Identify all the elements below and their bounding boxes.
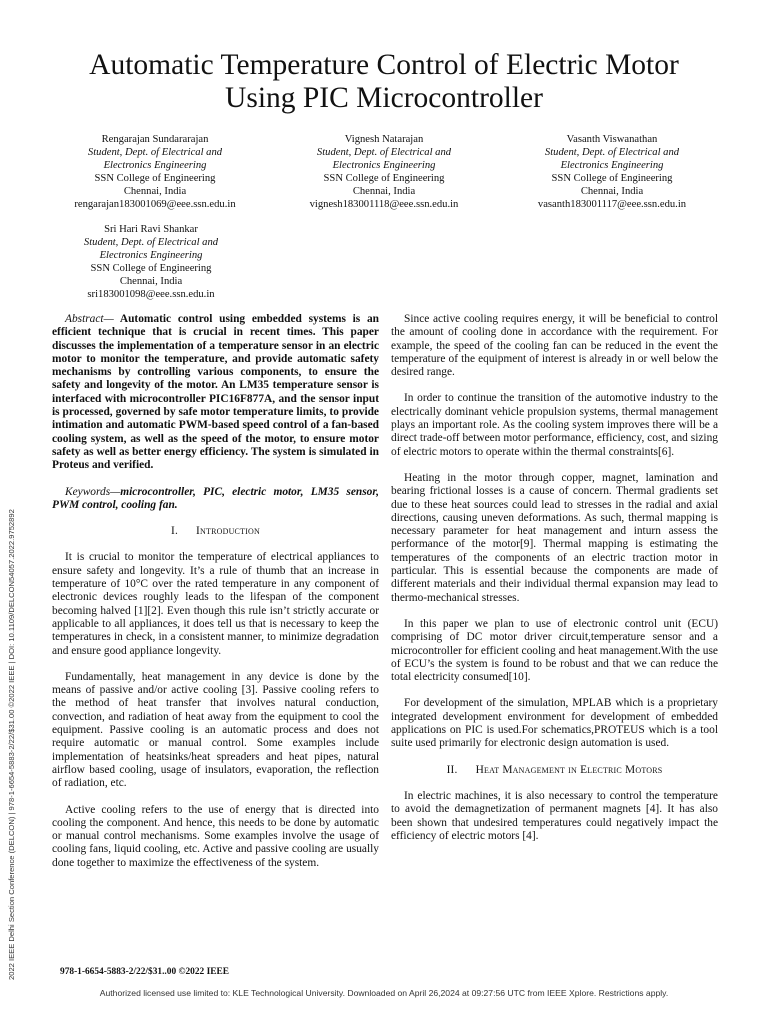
section-heading-heat-management: [391, 764, 718, 777]
author-email: vasanth183001117@eee.ssn.edu.in: [537, 199, 687, 210]
author-affiliation: Electronics Engineering: [560, 160, 664, 171]
author-org: SSN College of Engineering: [90, 263, 212, 274]
author-block-4: [31, 223, 271, 301]
author-org: SSN College of Engineering: [94, 173, 216, 184]
author-block-2: [264, 133, 504, 211]
paragraph: Since active cooling requires energy, it will be beneficial to control the amount of cooling done in accordance with the requirement. For example, the speed of the cooling fan can be reduced in the event the temperature of the equipment of interest is already in or well below the desired range.: [391, 313, 718, 379]
author-affiliation: Student, Dept. of Electrical and: [316, 147, 452, 158]
author-block-1: [35, 133, 275, 211]
author-affiliation: Electronics Engineering: [332, 160, 436, 171]
author-affiliation: Electronics Engineering: [103, 160, 207, 171]
abstract: [52, 313, 379, 473]
section-heading-introduction: [52, 525, 379, 538]
author-name: Sri Hari Ravi Shankar: [104, 224, 198, 235]
abstract-text: Automatic control using embedded systems is an efficient technique that is crucial in recent times. This paper discusses the implementation of a temperature sensor in an electric motor to monitor the temperature, and provide automatic safety mechanisms by controlling various components, to ensure the safety and longevity of the motor. An LM35 temperature sensor is interfaced with microcontroller PIC16F877A, and the sensor input is processed, governed by safe motor temperature limits, to provide intimation and automatic PWM-based speed control of a fan-based cooling system, as well as the speed of the motor, to ensure motor safety as well as better energy efficiency. The system is simulated in Proteus and verified.: [52, 313, 379, 472]
author-name: Vignesh Natarajan: [344, 134, 424, 145]
section-number: I.: [170, 525, 179, 538]
paragraph: It is crucial to monitor the temperature of electrical appliances to ensure safety and longevity. It’s a rule of thumb that an increase in temperature of 10°C over the rated temperature in any component of electronic devices roughly leads to the lifespan of the component becoming halved [1][2]. Even though this rule isn’t strictly accurate or applicable to all appliances, it does tell us that is necessary to keep the temperatures in check, in a consistent manner, to minimize degradation and ensure good appliance longevity.: [52, 551, 379, 657]
paragraph: In this paper we plan to use of electronic control unit (ECU) comprising of DC motor driver circuit,temperature sensor and a microcontroller for efficient cooling and heat management.With the use of ECU’s the system is found to be robust and that we can reduce the total electricity consumed[10].: [391, 617, 718, 684]
author-city: Chennai, India: [580, 186, 644, 197]
title-line-2: Using PIC Microcontroller: [225, 82, 543, 114]
left-column: [52, 313, 379, 883]
paragraph: Fundamentally, heat management in any device is done by the means of passive and/or active cooling [3]. Passive cooling refers to the method of heat transfer that involves natural conduction, convection, and radiation of heat away from the equipment to cool the equipment. Passive cooling is an automatic process and does not require automatic or manual control. Some examples include implementation of heatsinks/heat spreaders and heat pipes, natural airflow based cooling, usage of insulators, evaporation, the reflection of radiation, etc.: [52, 670, 379, 790]
paragraph: In order to continue the transition of the automotive industry to the electrically dominant vehicle propulsion systems, thermal management plays an important role. As the cooling system improves there will be a direct trade-off between motor performance, efficiency, cost, and sizing of electric motors to operate within the thermal constraints[6].: [391, 392, 718, 458]
keywords-text: microcontroller, PIC, electric motor, LM35 sensor, PWM control, cooling fan.: [52, 485, 379, 511]
author-email: vignesh183001118@eee.ssn.edu.in: [309, 199, 459, 210]
footer-copyright: 978-1-6654-5883-2/22/$31..00 ©2022 IEEE: [60, 967, 229, 977]
author-affiliation: Student, Dept. of Electrical and: [83, 237, 219, 248]
author-city: Chennai, India: [123, 186, 187, 197]
keywords: [52, 486, 379, 513]
author-org: SSN College of Engineering: [323, 173, 445, 184]
paragraph: In electric machines, it is also necessary to control the temperature to avoid the demagnetization of permanent magnets [4]. It has also been shown that undesired temperatures could negatively impact the efficiency of electric motors [4].: [391, 789, 718, 842]
side-margin-citation: 2022 IEEE Delhi Section Conference (DELCON) | 978-1-6654-5883-2/22/$31.00 ©2022 IEEE | DOI: 10.1109/DELCON54057.2022.9752892: [7, 509, 16, 980]
keywords-label: Keywords—: [65, 485, 121, 498]
author-email: rengarajan183001069@eee.ssn.edu.in: [74, 199, 236, 210]
footer-license: Authorized licensed use limited to: KLE Technological University. Downloaded on April 26,2024 at 09:27:56 UTC from IEEE Xplore. Restrictions apply.: [99, 988, 669, 998]
author-city: Chennai, India: [119, 276, 183, 287]
author-org: SSN College of Engineering: [551, 173, 673, 184]
paragraph: Active cooling refers to the use of energy that is directed into cooling the component. And hence, this needs to be done by automatic or manual control mechanisms. Some examples involve the usage of cooling fans, liquid cooling, etc. Active and passive cooling are usually done together to maximize the effectiveness of the system.: [52, 803, 379, 869]
paragraph: For development of the simulation, MPLAB which is a proprietary integrated development environment for development of embedded applications on PIC is used.For schematics,PROTEUS which is a tool suite used primarily for electronic design automation is used.: [391, 697, 718, 750]
author-affiliation: Student, Dept. of Electrical and: [544, 147, 680, 158]
author-affiliation: Electronics Engineering: [99, 250, 203, 261]
author-city: Chennai, India: [352, 186, 416, 197]
title-line-1: Automatic Temperature Control of Electric Motor: [89, 49, 679, 81]
abstract-label: Abstract—: [65, 313, 114, 325]
section-title: Heat Management in Electric Motors: [475, 763, 663, 776]
author-email: sri183001098@eee.ssn.edu.in: [87, 289, 215, 300]
author-block-3: [492, 133, 732, 211]
author-affiliation: Student, Dept. of Electrical and: [87, 147, 223, 158]
paper-title: [40, 49, 728, 115]
author-name: Vasanth Viswanathan: [566, 134, 658, 145]
right-column: [391, 313, 718, 856]
author-name: Rengarajan Sundararajan: [101, 134, 209, 145]
paragraph: Heating in the motor through copper, magnet, lamination and bearing frictional losses is a cause of concern. Thermal gradients set due to these heat sources could lead to stresses in the radial and axial directions, causing uneven deformations. As such, thermal mapping is necessary parameter for heat management and inturn assess the performance of the motor[9]. Thermal mapping is estimating the temperatures of the components of an electric traction motor in particular. This is essential because the components are made of different materials and their individual thermal expansion may lead to thermo-mechanical stresses.: [391, 471, 718, 604]
section-title: Introduction: [196, 525, 260, 538]
section-number: II.: [446, 763, 458, 776]
